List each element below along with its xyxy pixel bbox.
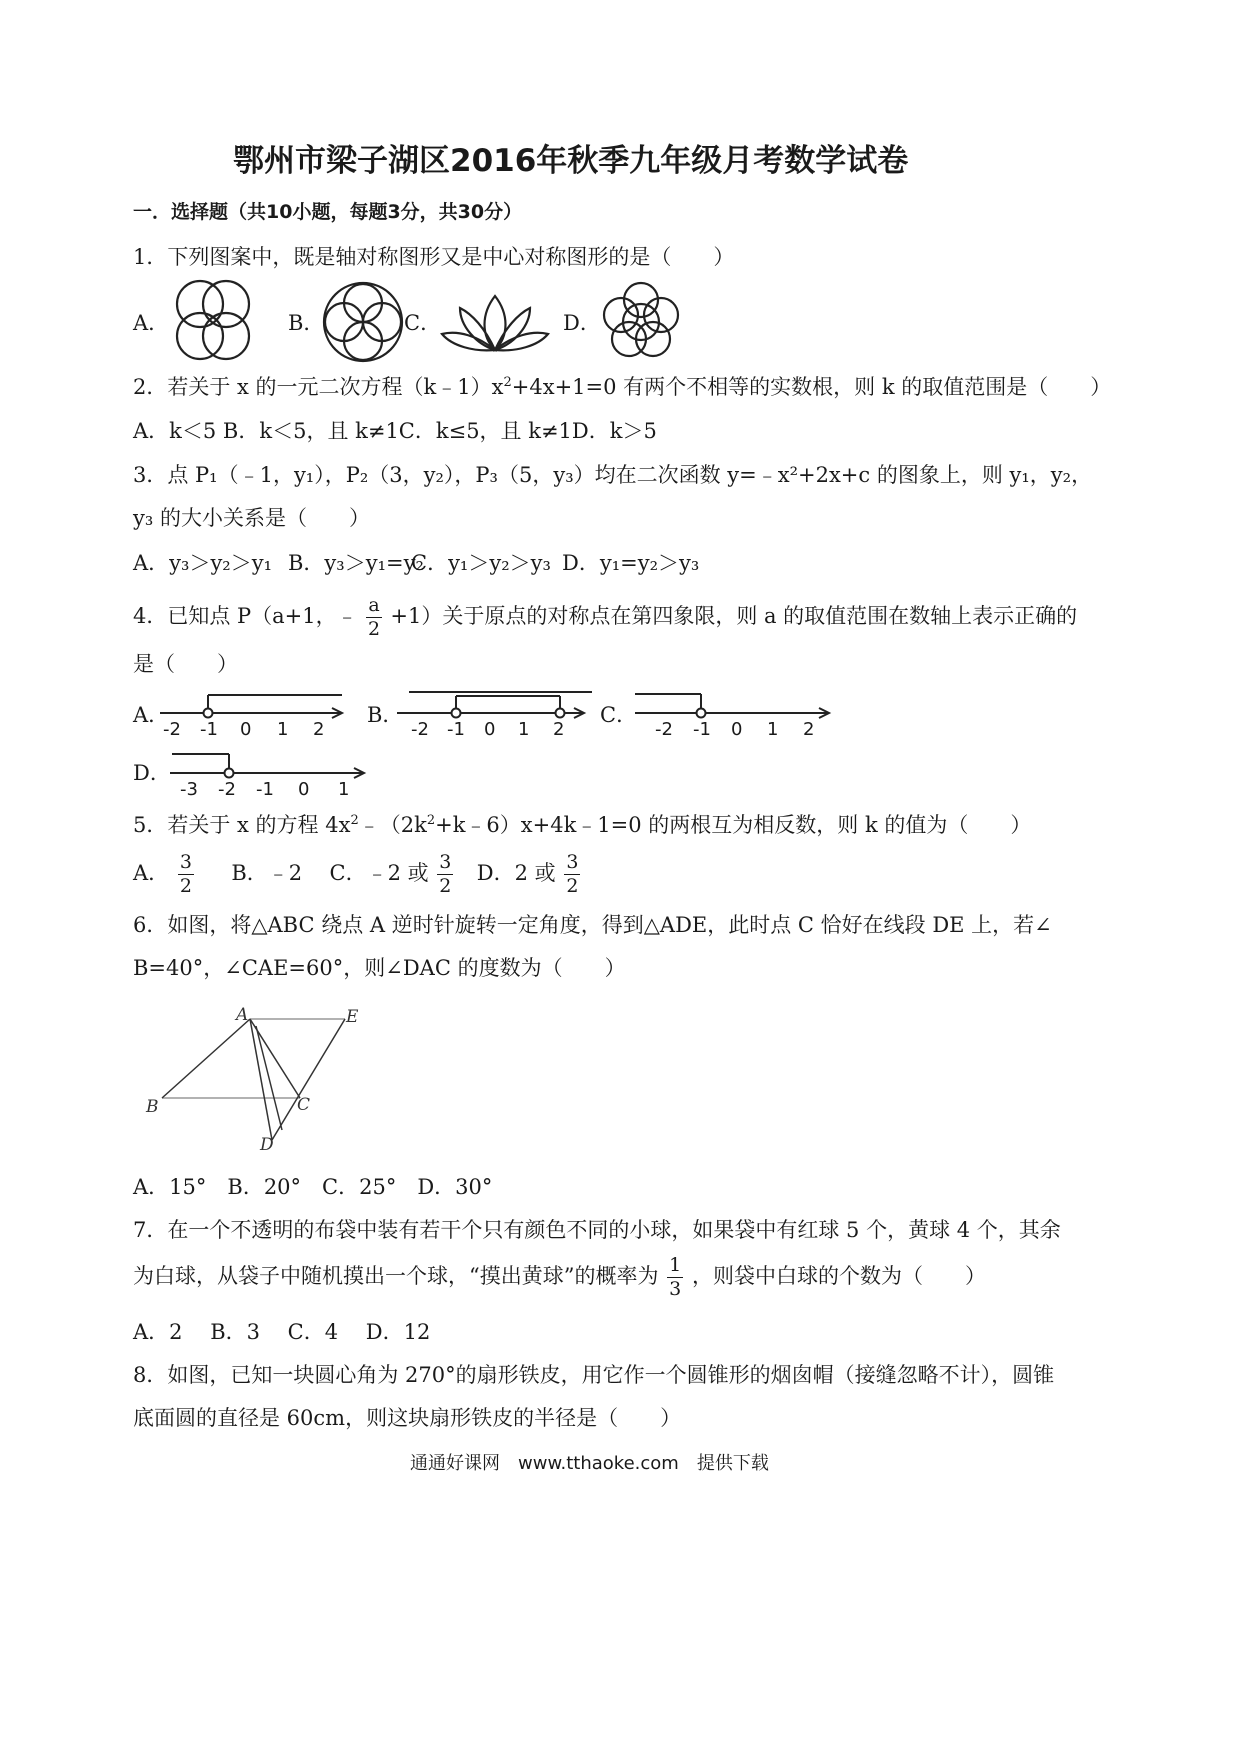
q4a-tick-2: 2: [313, 719, 325, 740]
q4-number-line-c: [635, 690, 840, 740]
question-7-stem-line2: [133, 1256, 986, 1299]
q4d-tick-1: 1: [338, 779, 350, 800]
q5-exponent-1: 2: [350, 813, 359, 828]
q5c-frac-den: 2: [439, 875, 452, 897]
question-4-stem-line1: [133, 596, 1077, 639]
q5-option-c-fraction: [437, 853, 453, 896]
q3-option-a: A．y₃＞y₂＞y₁: [133, 551, 273, 575]
question-1-stem: 1．下列图案中，既是轴对称图形又是中心对称图形的是（ ）: [133, 245, 735, 269]
question-8-stem-line2: 底面圆的直径是 60cm，则这块扇形铁皮的半径是（ ）: [133, 1406, 682, 1430]
q1-option-a-label: A．: [133, 311, 170, 335]
q4-stem-part-b: +1）关于原点的对称点在第四象限，则 a 的取值范围在数轴上表示正确的: [390, 604, 1078, 628]
q3-option-c: C．y₁＞y₂＞y₃: [411, 551, 551, 575]
q5-option-d-fraction: [564, 853, 580, 896]
q5-exponent-2: 2: [426, 813, 436, 828]
q5d-frac-den: 2: [566, 875, 579, 897]
q4-frac-num: a: [368, 594, 380, 616]
q6-point-e: E: [346, 1007, 359, 1027]
q3-option-b: B．y₃＞y₁=y₂: [288, 551, 424, 575]
q2-stem-part-b: +4x+1=0 有两个不相等的实数根，则 k 的取值范围是（ ）: [511, 375, 1112, 399]
q4-number-line-b: [397, 690, 597, 740]
q5-option-b: B．﹣2: [231, 861, 303, 885]
q4c-tick-1: 1: [767, 719, 779, 740]
question-7-stem-line1: 7．在一个不透明的布袋中装有若干个只有颜色不同的小球，如果袋中有红球 5 个，黄球 4 个，其余: [133, 1218, 1061, 1242]
q1-figure-d-flower: [596, 276, 686, 366]
q1-option-b-label: B．: [288, 311, 325, 335]
q1-figure-a-four-circles: [160, 276, 282, 366]
exam-title: 鄂州市梁子湖区2016年秋季九年级月考数学试卷: [233, 143, 909, 179]
q4a-tick-0: 0: [240, 719, 252, 740]
q4c-tick-2: 2: [803, 719, 815, 740]
q6-rotation-figure: [140, 1000, 380, 1160]
q4d-tick-neg2: -2: [218, 779, 236, 800]
q5-stem-part-c: +k﹣6）x+4k﹣1=0 的两根互为相反数，则 k 的值为（ ）: [435, 813, 1032, 837]
question-5-options: [133, 853, 582, 896]
q4-fraction: [366, 596, 381, 639]
q4a-tick-1: 1: [277, 719, 289, 740]
q5c-frac-num: 3: [439, 851, 452, 873]
q4a-tick-neg2: -2: [163, 719, 181, 740]
question-6-stem-line2: B=40°，∠CAE=60°，则∠DAC 的度数为（ ）: [133, 956, 626, 980]
q1-figure-b-circle-with-petals: [318, 278, 408, 366]
q4-number-line-d: [170, 750, 375, 800]
q7-stem-part-a: 为白球，从袋子中随机摸出一个球，“摸出黄球”的概率为: [133, 1264, 659, 1288]
q6-point-d: D: [260, 1135, 274, 1155]
question-5-stem: [133, 814, 1031, 836]
q5-stem-part-a: 5．若关于 x 的方程 4x: [133, 813, 351, 837]
question-8-stem-line1: 8．如图，已知一块圆心角为 270°的扇形铁皮，用它作一个圆锥形的烟囱帽（接缝忽略不计），圆锥: [133, 1363, 1055, 1387]
q5a-frac-num: 3: [179, 851, 192, 873]
q4a-tick-neg1: -1: [200, 719, 218, 740]
question-6-options: A．15° B．20° C．25° D．30°: [133, 1175, 493, 1199]
q4c-tick-neg1: -1: [693, 719, 711, 740]
q4b-tick-0: 0: [484, 719, 496, 740]
q4d-tick-neg1: -1: [256, 779, 274, 800]
footer-source-note: 通通好课网 www.tthaoke.com 提供下载: [410, 1453, 769, 1474]
question-6-stem-line1: 6．如图，将△ABC 绕点 A 逆时针旋转一定角度，得到△ADE，此时点 C 恰好在线段 DE 上，若∠: [133, 913, 1052, 937]
q6-point-a: A: [236, 1005, 249, 1025]
q4-frac-den: 2: [367, 618, 381, 640]
q4b-tick-2: 2: [553, 719, 565, 740]
section-heading: 一．选择题（共10小题，每题3分，共30分）: [133, 201, 523, 223]
q4b-tick-neg1: -1: [447, 719, 465, 740]
q1-option-c-label: C．: [404, 311, 442, 335]
q4-option-c-label: C．: [600, 703, 638, 727]
q4-option-b-label: B．: [367, 703, 404, 727]
q5-option-a-fraction: [178, 853, 194, 896]
question-2-options: A．k＜5 B．k＜5，且 k≠1C．k≤5，且 k≠1D．k＞5: [133, 419, 657, 443]
q4-option-d-label: D．: [133, 761, 171, 785]
question-7-options: A．2 B．3 C．4 D．12: [133, 1320, 431, 1344]
q4b-tick-1: 1: [518, 719, 530, 740]
q2-stem-part-a: 2．若关于 x 的一元二次方程（k﹣1）x: [133, 375, 504, 399]
q3-option-d: D．y₁=y₂＞y₃: [562, 551, 700, 575]
q5d-frac-num: 3: [566, 851, 579, 873]
q4b-tick-neg2: -2: [411, 719, 429, 740]
q4-stem-part-a: 4．已知点 P（a+1，﹣: [133, 604, 358, 628]
question-2-stem: [133, 376, 1111, 398]
question-4-stem-line2: 是（ ）: [133, 652, 238, 676]
q4d-tick-0: 0: [298, 779, 310, 800]
q2-exponent: 2: [503, 375, 512, 390]
question-3-stem-line2: y₃ 的大小关系是（ ）: [133, 506, 370, 530]
q7-frac-den: 3: [669, 1278, 682, 1300]
q7-fraction: [667, 1256, 683, 1299]
q5-option-a-label: A．: [133, 861, 170, 885]
q4-option-a-label: A．: [133, 703, 170, 727]
q4d-tick-neg3: -3: [180, 779, 198, 800]
q5a-frac-den: 2: [179, 875, 192, 897]
q5-stem-part-b: ﹣（2k: [358, 813, 427, 837]
q4c-tick-neg2: -2: [655, 719, 673, 740]
q4-number-line-a: [160, 690, 350, 740]
q5-option-d-label: D．2 或: [476, 861, 556, 885]
q5-option-c-label: C．﹣2 或: [329, 861, 429, 885]
q4c-tick-0: 0: [731, 719, 743, 740]
q7-stem-part-b: ，则袋中白球的个数为（ ）: [691, 1264, 986, 1288]
q6-point-b: B: [146, 1097, 159, 1117]
q6-point-c: C: [297, 1095, 311, 1115]
q7-frac-num: 1: [669, 1254, 682, 1276]
question-3-stem-line1: 3．点 P₁（﹣1，y₁），P₂（3，y₂），P₃（5，y₃）均在二次函数 y=﹣x²+2x+c 的图象上，则 y₁，y₂，: [133, 463, 1093, 487]
q1-figure-c-lotus: [438, 292, 552, 354]
q1-option-d-label: D．: [563, 311, 601, 335]
